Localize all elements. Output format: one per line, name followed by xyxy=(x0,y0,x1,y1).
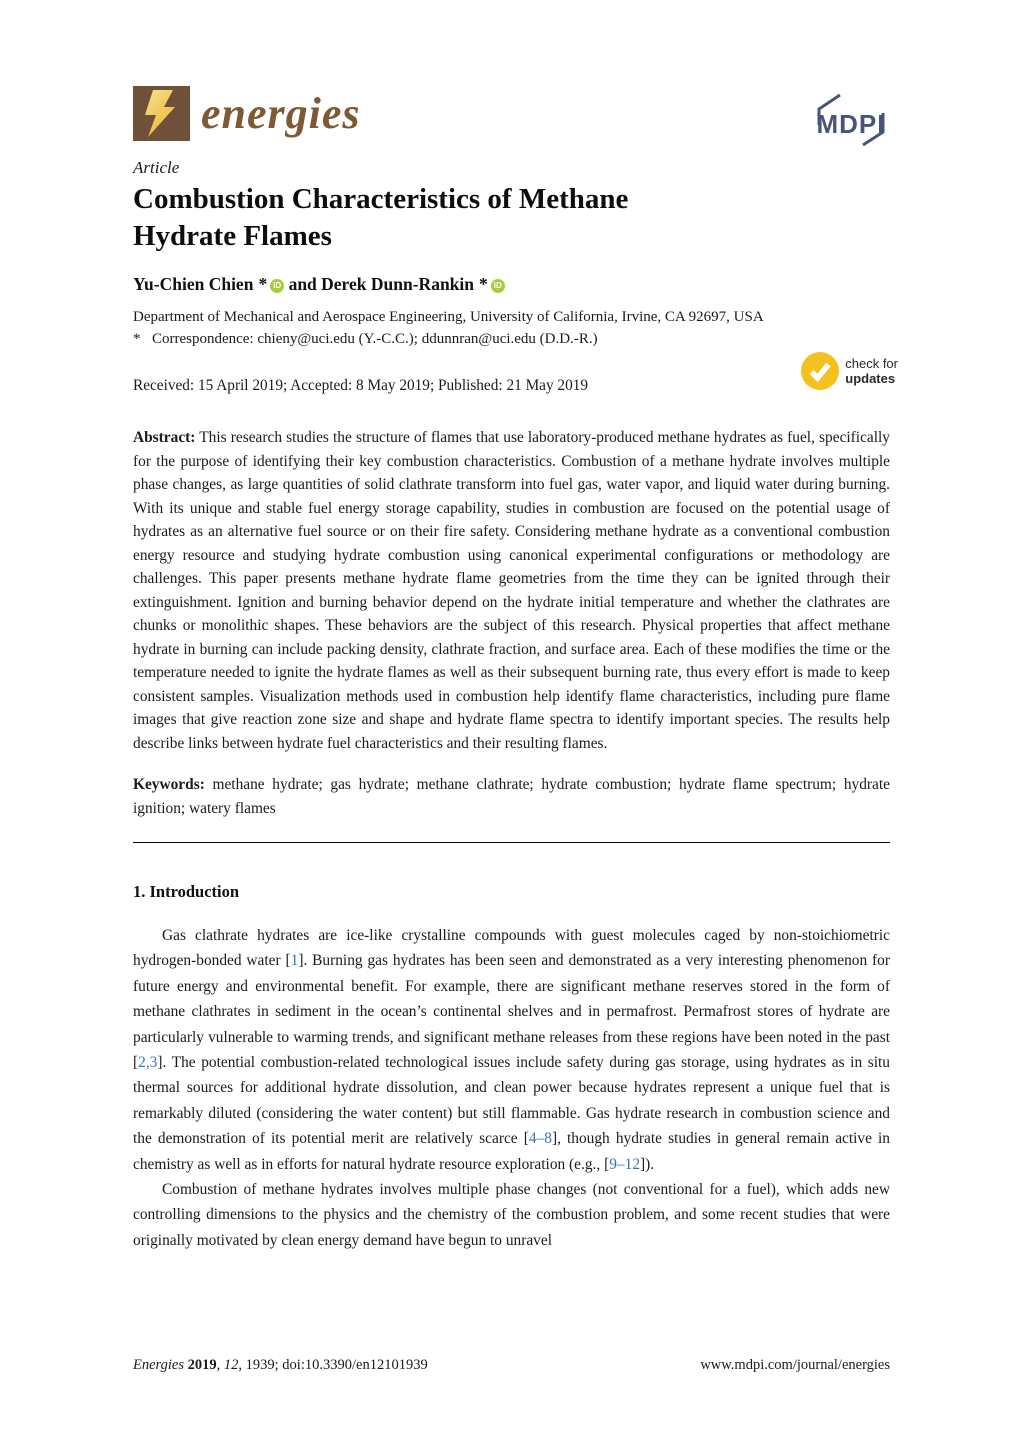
paragraph xyxy=(133,1177,890,1253)
author-name: Yu-Chien Chien xyxy=(133,274,254,294)
article-content xyxy=(133,0,898,1253)
citation-info xyxy=(133,1356,428,1374)
text-segment: Combustion of methane hydrates involves multiple phase changes (not conventional for a fuel), which adds new controlling dimensions to the physics and the chemistry of the combustion problem, and some recent studies that were originally motivated by clean energy demand have begun to unravel xyxy=(133,1181,890,1249)
correspondence-asterisk: * xyxy=(258,274,268,294)
text-segment: Gas clathrate hydrates are ice-like crystalline compounds with guest molecules caged by non-stoichiometric hydrogen-bonded water [ xyxy=(133,927,890,970)
correspondence-text: Correspondence: chieny@uci.edu (Y.-C.C.); ddunnran@uci.edu (D.D.-R.) xyxy=(152,331,598,347)
text-segment: , 1939; doi:10.3390/en12101939 xyxy=(238,1357,428,1373)
orcid-icon[interactable]: iD xyxy=(270,279,284,293)
citation-link[interactable]: 1 xyxy=(290,952,299,970)
citation-link[interactable]: 2,3 xyxy=(138,1054,158,1072)
checkmark-icon xyxy=(801,352,839,390)
badge-line2: updates xyxy=(845,371,896,386)
correspondence-line xyxy=(133,328,890,350)
paragraph xyxy=(133,923,890,1177)
orcid-icon[interactable]: iD xyxy=(491,279,505,293)
article-type-label: Article xyxy=(133,158,180,177)
correspondence-asterisk: * xyxy=(479,274,488,294)
keywords-label: Keywords: xyxy=(133,776,205,793)
correspondence-marker: * xyxy=(133,331,141,347)
text-segment: 2019 xyxy=(187,1357,217,1373)
journal-name: energies xyxy=(201,89,361,138)
text-segment: Energies xyxy=(133,1357,188,1373)
text-segment: ]. Burning gas hydrates has been seen and demonstrated as a very interesting phenomenon for future energy and environmental benefit. For example, there are significant methane reserves stored in the form of methane clathrates in sediment in the ocean’s continental shelves and in permafrost. Permafrost stores of hydrate are particularly vulnerable to warming trends, and significant methane releases from these regions have been noted in the past [ xyxy=(133,952,891,1072)
keywords-text: methane hydrate; gas hydrate; methane clathrate; hydrate combustion; hydrate flame spectrum; hydrate ignition; watery flames xyxy=(133,776,890,817)
dates-row xyxy=(133,356,898,396)
abstract xyxy=(133,426,890,755)
author-name: Derek Dunn-Rankin xyxy=(321,274,474,294)
text-segment: 12 xyxy=(223,1357,239,1373)
keywords xyxy=(133,773,890,820)
text-segment: ]. The potential combustion-related technological issues include safety during gas storage, using hydrates as in situ thermal sources for additional hydrate dissolution, and clean power because hydrates represent a unique fuel that is remarkably diluted (considering the water content) but still flammable. Gas hydrate research in combustion science and the demonstration of its potential merit are relatively scarce [ xyxy=(133,1054,890,1148)
author-join: and xyxy=(284,274,322,294)
abstract-text: This research studies the structure of flames that use laboratory-produced methane hydrates as fuel, specifically for the purpose of identifying their key combustion characteristics. Combustion of a methane hydrate involves multiple phase changes, as large quantities of solid clathrate transform into fuel gas, water vapor, and liquid water during burning. With its unique and stable fuel energy storage capability, studies in combustion are focused on the potential usage of hydrates as an alternative fuel source or on their fire safety. Considering methane hydrate as a conventional combustion energy resource and studying hydrate combustion using canonical experimental configurations or methodology are challenges. This paper presents methane hydrate flame geometries from the time they can be ignited through their extinguishment. Ignition and burning behavior depend on the hydrate initial temperature and whether the clathrates are chunks or monolithic shapes. These behaviors are the subject of this research. Physical properties that affect methane hydrate in burning can include packing density, clathrate fraction, and surface area. Each of these modifies the time or the temperature needed to ignite the hydrate flames as well as their subsequent burning rate, thus every effort is made to keep consistent samples. Visualization methods used in combustion help identify flame characteristics, including pure flame images that give reaction zone size and shape and hydrate flame spectra to identify important species. The results help describe links between hydrate fuel characteristics and their resulting flames. xyxy=(133,429,890,752)
abstract-label: Abstract: xyxy=(133,429,196,446)
text-segment: , xyxy=(216,1357,224,1373)
badge-line1: check for xyxy=(845,356,898,371)
affiliation-block xyxy=(133,306,890,350)
check-for-updates-badge[interactable] xyxy=(801,352,898,390)
citation-link[interactable]: 9–12 xyxy=(609,1155,641,1173)
history-dates: Received: 15 April 2019; Accepted: 8 May 2019; Published: 21 May 2019 xyxy=(133,377,589,394)
publisher-name: MDPI xyxy=(816,109,886,139)
page-footer xyxy=(133,1356,890,1374)
text-segment: ]). xyxy=(640,1155,655,1173)
journal-url[interactable]: www.mdpi.com/journal/energies xyxy=(700,1357,890,1373)
badge-text xyxy=(845,356,898,386)
authors-line xyxy=(133,274,890,295)
section-heading: 1. Introduction xyxy=(133,882,240,901)
article-title: Combustion Characteristics of Methane Hydrate Flames xyxy=(133,183,629,252)
affiliation: Department of Mechanical and Aerospace Engineering, University of California, Irvine, CA 92697, USA xyxy=(133,309,764,325)
citation-link[interactable]: 4–8 xyxy=(528,1130,552,1148)
divider xyxy=(133,842,890,843)
text-segment: ], though hydrate studies in general remain active in chemistry as well as in efforts for natural hydrate resource exploration (e.g., [ xyxy=(133,1130,890,1173)
